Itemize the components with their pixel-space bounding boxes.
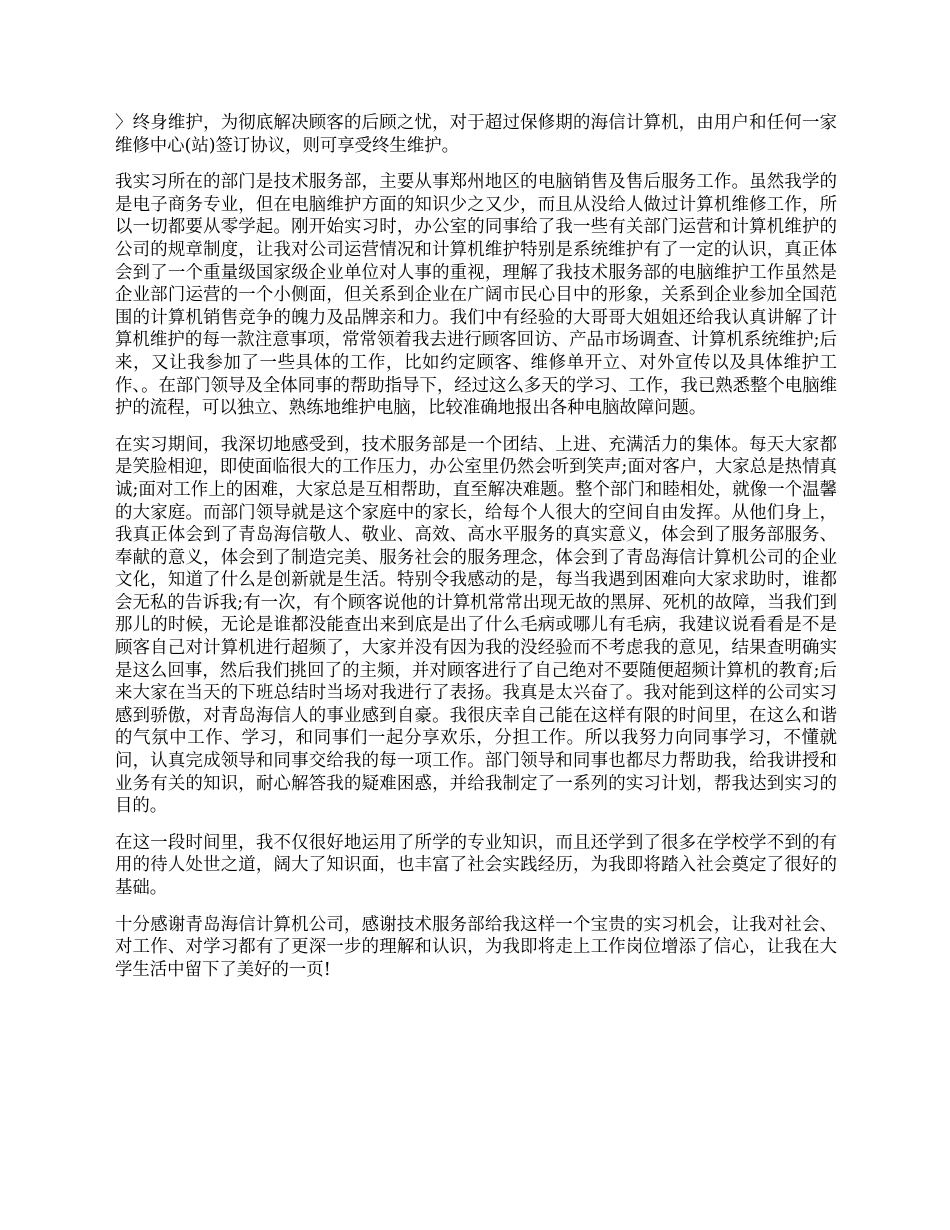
- paragraph-thanks: 十分感谢青岛海信计算机公司，感谢技术服务部给我这样一个宝贵的实习机会，让我对社会、对工作、对学习都有了更深一步的理解和认识，为我即将走上工作岗位增添了信心，让我在大学生活中留下了美好的一页!: [115, 914, 837, 980]
- paragraph-lifetime-maintenance: 〉终身维护，为彻底解决顾客的后顾之忧，对于超过保修期的海信计算机，由用户和任何一家维修中心(站)签订协议，则可享受终生维护。: [115, 113, 837, 156]
- document-page: [115, 112, 837, 995]
- paragraph-internship-department: 我实习所在的部门是技术服务部，主要从事郑州地区的电脑销售及售后服务工作。虽然我学的是电子商务专业，但在电脑维护方面的知识少之又少，而且从没给人做过计算机维修工作，所以一切都要从零学起。刚开始实习时，办公室的同事给了我一些有关部门运营和计算机维护的公司的规章制度，让我对公司运营情况和计算机维护特别是系统维护有了一定的认识，真正体会到了一个重量级国家级企业单位对人事的重视，理解了我技术服务部的电脑维护工作虽然是企业部门运营的一个小侧面，但关系到企业在广阔市民心目中的形象，关系到企业参加全国范围的计算机销售竞争的魄力及品牌亲和力。我们中有经验的大哥哥大姐姐还给我认真讲解了计算机维护的每一款注意事项，常常领着我去进行顾客回访、产品市场调查、计算机系统维护;后来，又让我参加了一些具体的工作，比如约定顾客、维修单开立、对外宣传以及具体维护工作、。在部门领导及全体同事的帮助指导下，经过这么多天的学习、工作，我已熟悉整个电脑维护的流程，可以独立、熟练地维护电脑，比较准确地报出各种电脑故障问题。: [115, 172, 837, 419]
- paragraph-gains: 在这一段时间里，我不仅很好地运用了所学的专业知识，而且还学到了很多在学校学不到的有用的待人处世之道，阔大了知识面，也丰富了社会实践经历，为我即将踏入社会奠定了很好的基础。: [115, 832, 837, 898]
- paragraph-internship-experience: 在实习期间，我深切地感受到，技术服务部是一个团结、上进、充满活力的集体。每天大家都是笑脸相迎，即使面临很大的工作压力，办公室里仍然会听到笑声;面对客户，大家总是热情真诚;面对工作上的困难，大家总是互相帮助，直至解决难题。整个部门和睦相处，就像一个温馨的大家庭。而部门领导就是这个家庭中的家长，给每个人很大的空间自由发挥。从他们身上，我真正体会到了青岛海信敬人、敬业、高效、高水平服务的真实意义，体会到了服务部服务、奉献的意义，体会到了制造完美、服务社会的服务理念，体会到了青岛海信计算机公司的企业文化，知道了什么是创新就是生活。特别令我感动的是，每当我遇到困难向大家求助时，谁都会无私的告诉我;有一次，有个顾客说他的计算机常常出现无故的黑屏、死机的故障，当我们到那儿的时候，无论是谁都没能查出来到底是出了什么毛病或哪儿有毛病，我建议说看看是不是顾客自己对计算机进行超频了，大家并没有因为我的没经验而不考虑我的意见，结果查明确实是这么回事，然后我们挑回了的主频，并对顾客进行了自己绝对不要随便超频计算机的教育;后来大家在当天的下班总结时当场对我进行了表扬。我真是太兴奋了。我对能到这样的公司实习感到骄傲，对青岛海信人的事业感到自豪。我很庆幸自己能在这样有限的时间里，在这么和谐的气氛中工作、学习，和同事们一起分享欢乐，分担工作。所以我努力向同事学习，不懂就问，认真完成领导和同事交给我的每一项工作。部门领导和同事也都尽力帮助我，给我讲授和业务有关的知识，耐心解答我的疑难困惑，并给我制定了一系列的实习计划，帮我达到实习的目的。: [115, 434, 837, 817]
